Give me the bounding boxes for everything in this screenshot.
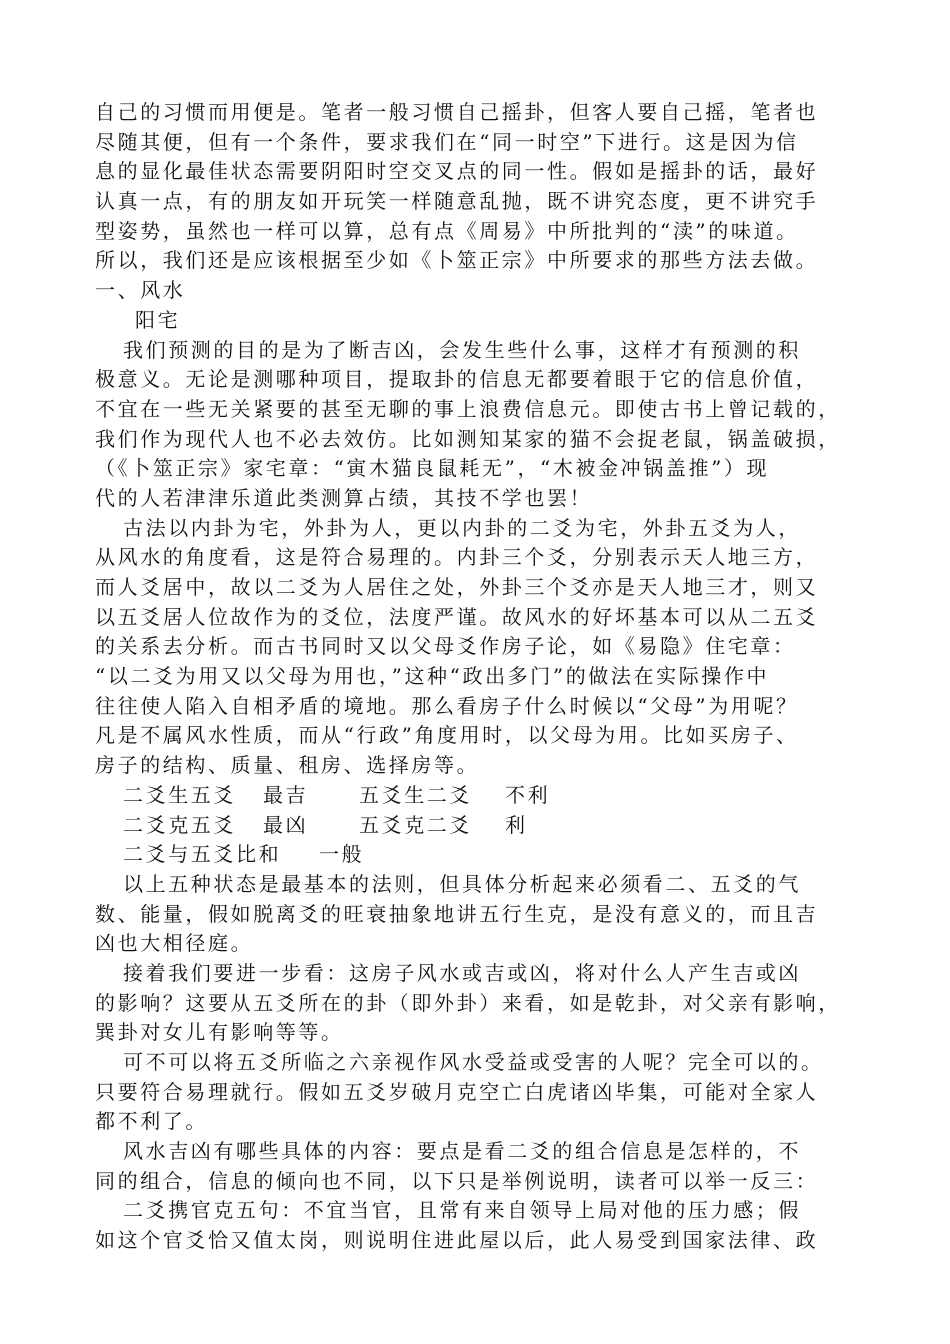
text-line: 而人爻居中，故以二爻为人居住之处，外卦三个爻亦是天人地三才，则又 bbox=[95, 575, 819, 599]
table-cell: 最凶 bbox=[263, 812, 309, 837]
text-line: 所以，我们还是应该根据至少如《卜筮正宗》中所要求的那些方法去做。 bbox=[95, 248, 819, 273]
text-line: 房子的结构、质量、租房、选择房等。 bbox=[95, 753, 480, 778]
paragraph bbox=[95, 98, 865, 276]
table-row bbox=[95, 781, 865, 811]
text-line: “以二爻为用又以父母为用也，”这种“政出多门”的做法在实际操作中 bbox=[95, 664, 770, 689]
text-line: 认真一点，有的朋友如开玩笑一样随意乱抛，既不讲究态度，更不讲究手 bbox=[95, 189, 819, 214]
text-line: 凶也大相径庭。 bbox=[95, 931, 254, 956]
text-line: 自己的习惯而用便是。笔者一般习惯自己摇卦，但客人要自己摇，笔者也 bbox=[95, 100, 819, 124]
text-line: 巽卦对女儿有影响等等。 bbox=[95, 1020, 344, 1045]
text-line: 的影响？这要从五爻所在的卦（即外卦）来看，如是乾卦，对父亲有影响， bbox=[95, 990, 841, 1015]
table-cell: 利 bbox=[505, 812, 528, 837]
table-cell: 不利 bbox=[505, 782, 551, 807]
text-line: 风水吉凶有哪些具体的内容：要点是看二爻的组合信息是怎样的，不 bbox=[123, 1139, 801, 1164]
paragraph bbox=[95, 870, 865, 959]
text-line: 可不可以将五爻所临之六亲视作风水受益或受害的人呢？完全可以的。 bbox=[123, 1050, 824, 1074]
text-line: 代的人若津津乐道此类测算占绩，其技不学也罢！ bbox=[95, 485, 593, 510]
text-line: 同的组合，信息的倾向也不同，以下只是举例说明，读者可以举一反三： bbox=[95, 1168, 819, 1193]
text-line: 古法以内卦为宅，外卦为人，更以内卦的二爻为宅，外卦五爻为人， bbox=[123, 515, 801, 540]
paragraph bbox=[95, 959, 865, 1048]
text-line: （《卜筮正宗》家宅章：“寅木猫良鼠耗无”，“木被金冲锅盖推”）现 bbox=[95, 456, 770, 481]
text-line: 凡是不属风水性质，而从“行政”角度用时，以父母为用。比如买房子、 bbox=[95, 723, 799, 748]
text-line: 从风水的角度看，这是符合易理的。内卦三个爻，分别表示天人地三方， bbox=[95, 545, 819, 570]
table-cell: 五爻克二爻 bbox=[359, 812, 472, 837]
text-line: 只要符合易理就行。假如五爻岁破月克空亡白虎诸凶毕集，可能对全家人 bbox=[95, 1079, 819, 1104]
table-cell: 二爻生五爻 bbox=[123, 782, 236, 807]
paragraph bbox=[95, 1196, 865, 1255]
text-line: 数、能量，假如脱离爻的旺衰抽象地讲五行生克，是没有意义的，而且吉 bbox=[95, 901, 819, 926]
text-line: 尽随其便，但有一个条件，要求我们在“同一时空”下进行。这是因为信 bbox=[95, 129, 799, 154]
text-line: 息的显化最佳状态需要阴阳时空交叉点的同一性。假如是摇卦的话，最好 bbox=[95, 159, 819, 184]
table-cell: 二爻克五爻 bbox=[123, 812, 236, 837]
table-cell: 一般 bbox=[319, 842, 365, 867]
paragraph bbox=[95, 336, 865, 514]
text-line: 不宜在一些无关紧要的甚至无聊的事上浪费信息元。即使古书上曾记载的， bbox=[95, 396, 841, 421]
table-row bbox=[95, 840, 865, 870]
document-body bbox=[95, 98, 865, 1256]
relation-table bbox=[95, 781, 865, 870]
section-heading: 一、风水 bbox=[95, 278, 186, 303]
text-line: 都不利了。 bbox=[95, 1109, 208, 1134]
text-line: 我们预测的目的是为了断吉凶，会发生些什么事，这样才有预测的积 bbox=[123, 337, 801, 362]
subsection-heading: 阳宅 bbox=[135, 307, 181, 332]
text-line: 二爻携官克五句：不宜当官，且常有来自领导上局对他的压力感；假 bbox=[123, 1198, 801, 1223]
text-line: 我们作为现代人也不必去效仿。比如测知某家的猫不会捉老鼠，锅盖破损， bbox=[95, 426, 841, 451]
text-line: 往往使人陷入自相矛盾的境地。那么看房子什么时候以“父母”为用呢？ bbox=[95, 693, 799, 718]
paragraph bbox=[95, 1048, 865, 1137]
table-row bbox=[95, 811, 865, 841]
paragraph bbox=[95, 1137, 865, 1196]
table-cell: 最吉 bbox=[263, 782, 309, 807]
text-line: 以上五种状态是最基本的法则，但具体分析起来必须看二、五爻的气 bbox=[123, 871, 801, 896]
text-line: 以五爻居人位故作为的爻位，法度严谨。故风水的好坏基本可以从二五爻 bbox=[95, 604, 819, 629]
table-cell: 二爻与五爻比和 bbox=[123, 842, 282, 867]
text-line: 型姿势，虽然也一样可以算，总有点《周易》中所批判的“渎”的味道。 bbox=[95, 218, 799, 243]
paragraph bbox=[95, 514, 865, 781]
text-line: 的关系去分析。而古书同时又以父母爻作房子论，如《易隐》住宅章： bbox=[95, 634, 796, 659]
table-cell: 五爻生二爻 bbox=[359, 782, 472, 807]
text-line: 如这个官爻恰又值太岗，则说明住进此屋以后，此人易受到国家法律、政 bbox=[95, 1228, 819, 1253]
text-line: 接着我们要进一步看：这房子风水或吉或凶，将对什么人产生吉或凶 bbox=[123, 960, 801, 985]
text-line: 极意义。无论是测哪种项目，提取卦的信息无都要着眼于它的信息价值， bbox=[95, 367, 819, 392]
